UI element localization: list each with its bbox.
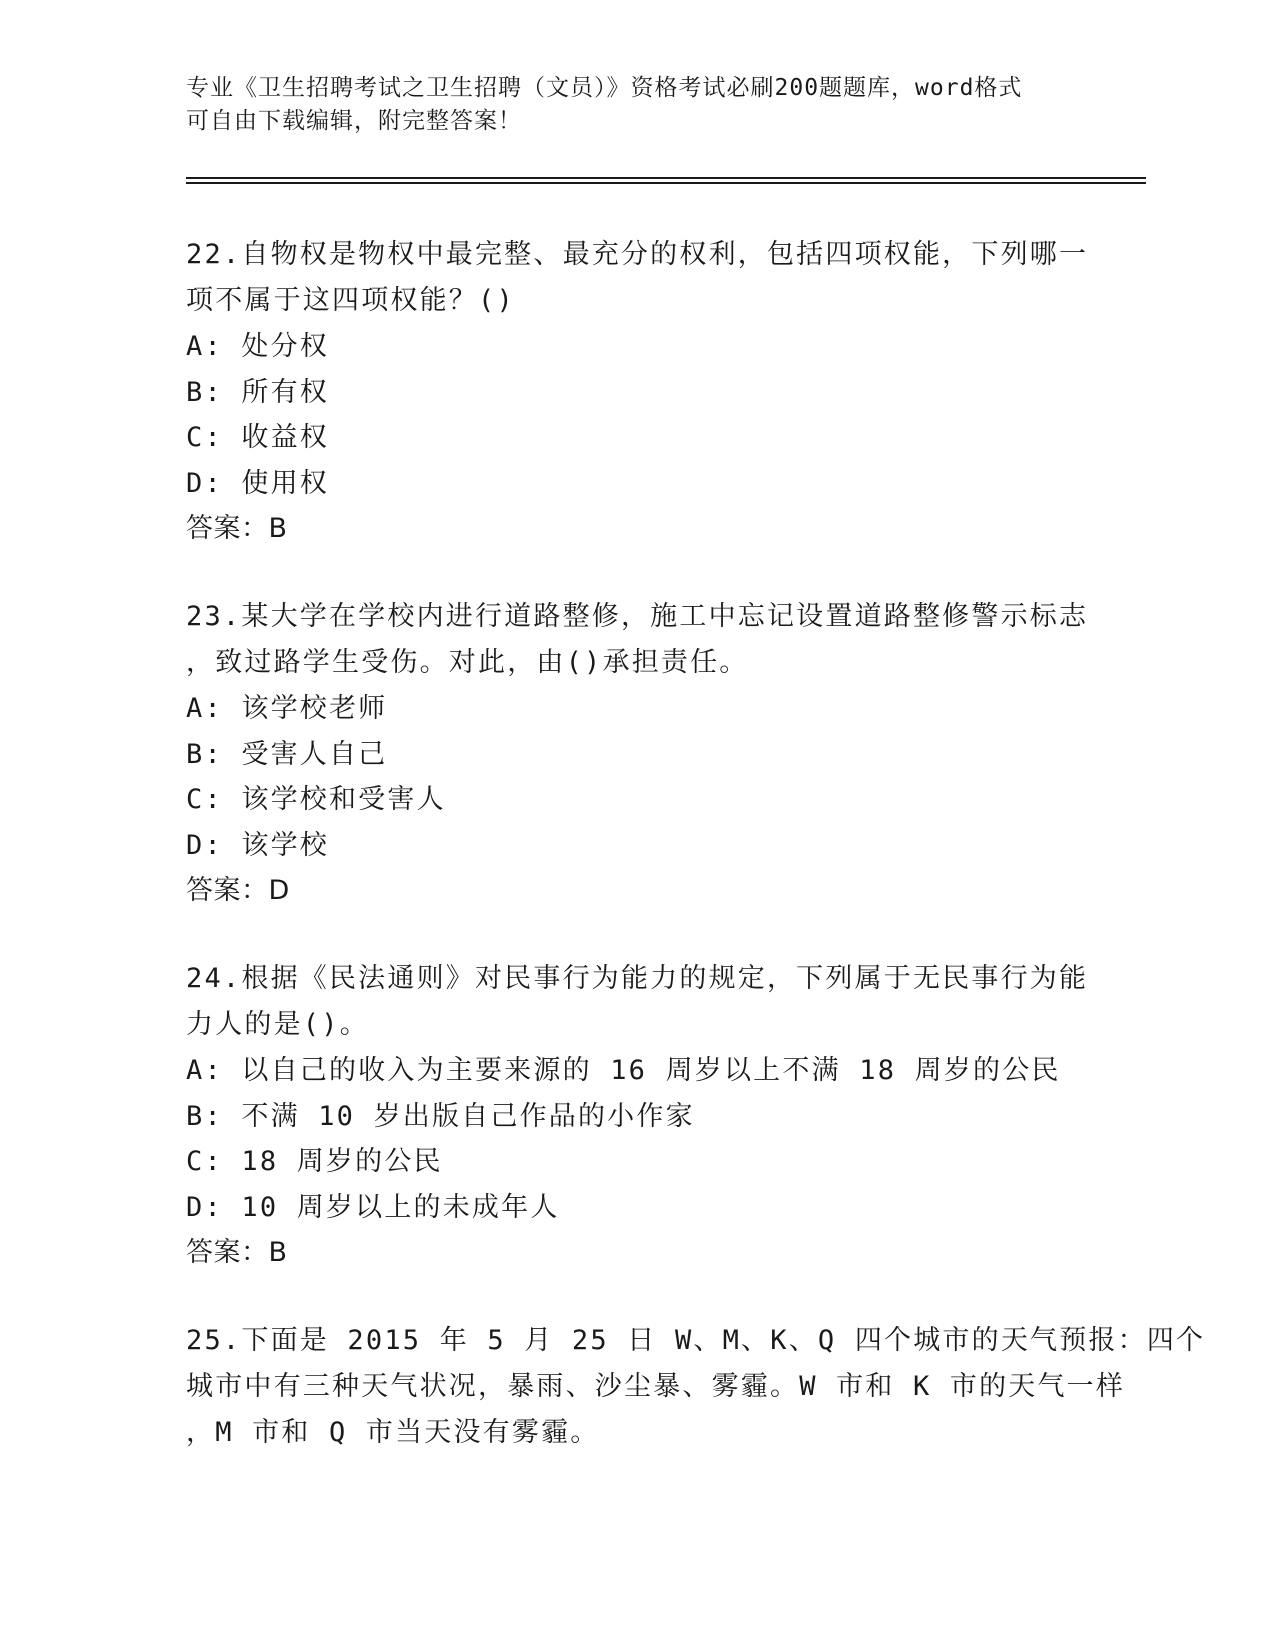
answer-line: 答案：D <box>186 875 290 906</box>
option-c: C: 收益权 <box>186 422 329 453</box>
question-stem-line: 23.某大学在学校内进行道路整修，施工中忘记设置道路整修警示标志 <box>186 601 1089 632</box>
question-stem-line: 力人的是()。 <box>186 1009 369 1040</box>
option-d: D: 该学校 <box>186 829 329 861</box>
header-divider-bottom <box>186 182 1146 184</box>
question-22 <box>186 232 1089 552</box>
option-a: A: 处分权 <box>186 331 329 362</box>
question-stem-line: ，M 市和 Q 市当天没有雾霾。 <box>186 1417 600 1448</box>
answer-line: 答案：B <box>186 513 288 544</box>
answer-line: 答案：B <box>186 1237 288 1268</box>
header-divider-top <box>186 177 1146 179</box>
option-b: B: 受害人自己 <box>186 738 388 770</box>
question-stem-line: 22.自物权是物权中最完整、最充分的权利，包括四项权能，下列哪一 <box>186 239 1089 270</box>
option-c: C: 18 周岁的公民 <box>186 1146 443 1177</box>
question-stem-line: 项不属于这四项权能？() <box>186 285 515 316</box>
header-line-1: 专业《卫生招聘考试之卫生招聘（文员）》资格考试必刷200题题库，word格式 <box>186 75 1023 101</box>
option-c: C: 该学校和受害人 <box>186 784 446 815</box>
question-25 <box>186 1318 1206 1456</box>
option-a: A: 以自己的收入为主要来源的 16 周岁以上不满 18 周岁的公民 <box>186 1055 1061 1086</box>
question-24 <box>186 956 1089 1276</box>
header-line-2: 可自由下载编辑，附完整答案！ <box>186 108 522 134</box>
option-b: B: 所有权 <box>186 376 329 408</box>
question-stem-line: 25.下面是 2015 年 5 月 25 日 W、M、K、Q 四个城市的天气预报：四个 <box>186 1325 1206 1356</box>
question-23 <box>186 594 1089 914</box>
option-d: D: 10 周岁以上的未成年人 <box>186 1191 560 1223</box>
option-b: B: 不满 10 岁出版自己作品的小作家 <box>186 1100 695 1132</box>
question-stem-line: 24.根据《民法通则》对民事行为能力的规定，下列属于无民事行为能 <box>186 963 1089 994</box>
option-a: A: 该学校老师 <box>186 693 388 724</box>
question-stem-line: ，致过路学生受伤。对此，由()承担责任。 <box>186 647 749 678</box>
option-d: D: 使用权 <box>186 467 329 499</box>
document-header <box>186 72 1066 138</box>
question-stem-line: 城市中有三种天气状况，暴雨、沙尘暴、雾霾。W 市和 K 市的天气一样 <box>186 1371 1126 1402</box>
